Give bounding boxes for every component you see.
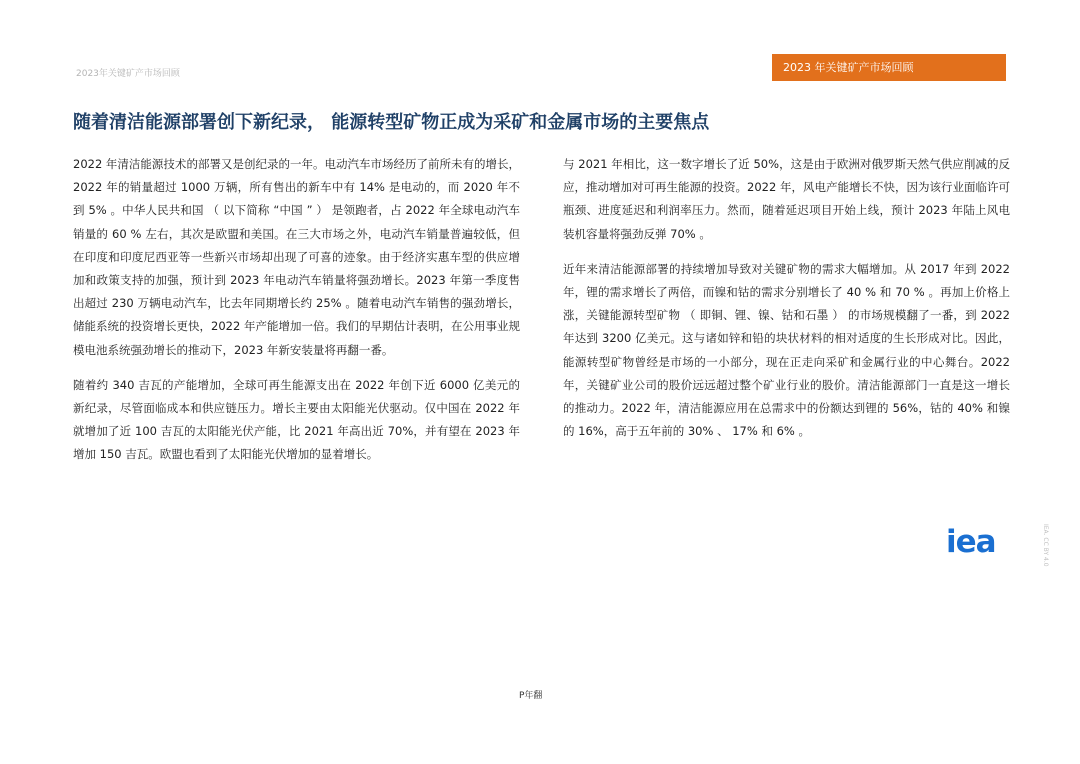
page-title: 随着清洁能源部署创下新纪录， 能源转型矿物正成为采矿和金属市场的主要焦点 xyxy=(73,112,710,133)
paragraph: 随着约 340 吉瓦的产能增加，全球可再生能源支出在 2022 年创下近 6000 亿美元的新纪录，尽管面临成本和供应链压力。增长主要由太阳能光伏驱动。仅中国在 2022 年就增加了近 100 吉瓦的太阳能光伏产能，比 2021 年高出近 70%，并有望在 2023 年增加 150 吉瓦。欧盟也看到了太阳能光伏增加的显着增长。 xyxy=(73,377,520,462)
page-number: P年翻 xyxy=(519,691,543,701)
paragraph: 近年来清洁能源部署的持续增加导致对关键矿物的需求大幅增加。从 2017 年到 2022 年，锂的需求增长了两倍，而镍和钴的需求分别增长了 40 % 和 70 % 。再加上价格上涨，关键能源转型矿物 （ 即铜、锂、镍、钴和石墨 ） 的市场规模翻了一番，到 2022 年达到 3200 亿美元。这与诸如锌和铅的块状材料的相对适度的生长形成对比。因此，能源转型矿物曾经是市场的一小部分，现在正走向采矿和金属行业的中心舞台。2022 年，关键矿业公司的股价远远超过整个矿业行业的股价。清洁能源部门一直是这一增长的推动力。2022 年，清洁能源应用在总需求中的份额达到锂的 56%，钴的 40% 和镍的 16%，高于五年前的 30% 、 17% 和 6% 。 xyxy=(563,261,1010,439)
license-note: IEA. CC BY 4.0 xyxy=(1042,524,1049,567)
iea-logo: iea xyxy=(946,524,996,560)
running-header: 2023年关键矿产市场回顾 xyxy=(76,69,180,79)
section-badge: 2023 年关键矿产市场回顾 xyxy=(772,54,1006,81)
left-column xyxy=(73,153,520,479)
paragraph: 2022 年清洁能源技术的部署又是创纪录的一年。电动汽车市场经历了前所未有的增长，2022 年的销量超过 1000 万辆，所有售出的新车中有 14% 是电动的，而 2020 年不到 5% 。中华人民共和国 （ 以下简称 “中国 ” ） 是领跑者，占 2022 年全球电动汽车销量的 60 % 左右，其次是欧盟和美国。在三大市场之外，电动汽车销量普遍较低，但在印度和印度尼西亚等一些新兴市场却出现了可喜的迹象。由于经济实惠车型的供应增加和政策支持的加强，预计到 2023 年电动汽车销量将强劲增长。2023 年第一季度售出超过 230 万辆电动汽车，比去年同期增长约 25% 。随着电动汽车销售的强劲增长，储能系统的投资增长更快，2022 年产能增加一倍。我们的早期估计表明，在公用事业规模电池系统强劲增长的推动下，2023 年新安装量将再翻一番。 xyxy=(73,157,520,357)
right-column xyxy=(563,153,1010,455)
paragraph: 与 2021 年相比，这一数字增长了近 50%，这是由于欧洲对俄罗斯天然气供应削减的反应，推动增加对可再生能源的投资。2022 年，风电产能增长不快，因为该行业面临许可瓶颈、进度延迟和利润率压力。然而，随着延迟项目开始上线，预计 2023 年陆上风电装机容量将强劲反弹 70% 。 xyxy=(563,157,1010,241)
